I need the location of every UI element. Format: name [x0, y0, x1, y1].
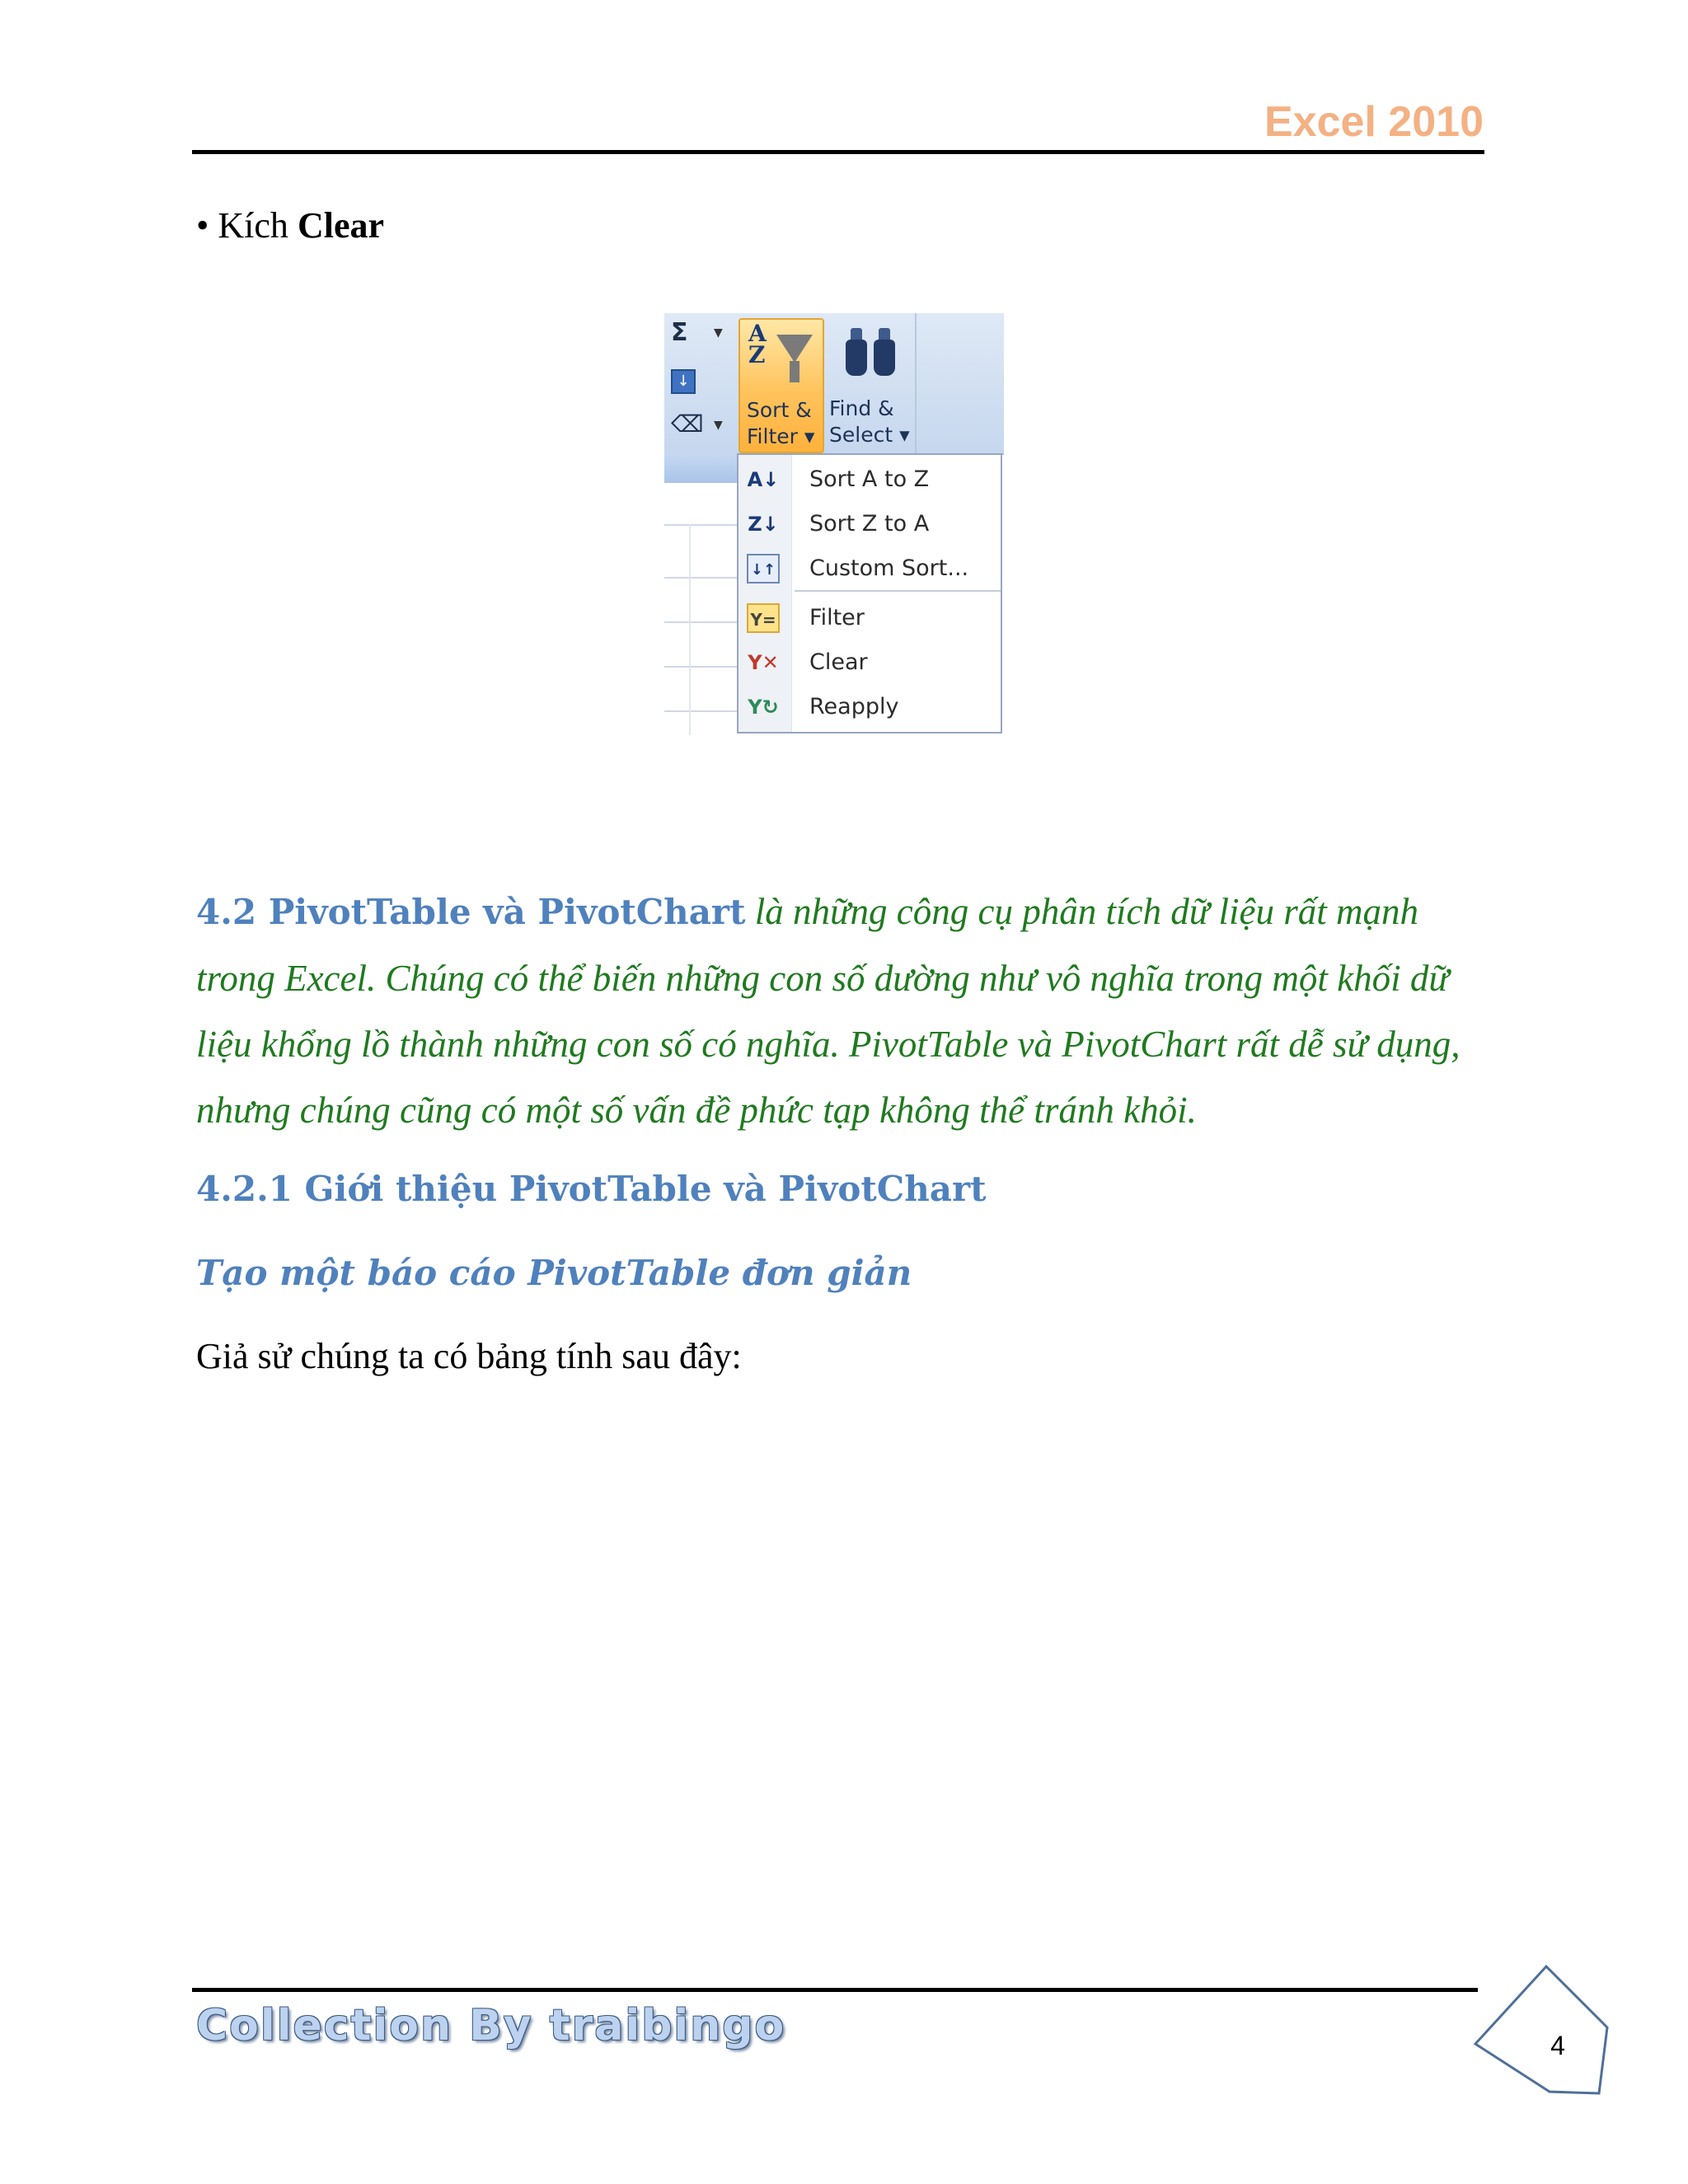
section-heading: 4.2.1 Giới thiệu PivotTable và PivotChart [196, 1169, 987, 1209]
section-lead: 4.2 PivotTable và PivotChart [196, 892, 746, 932]
sort-filter-menu [737, 453, 1002, 733]
sort-az-icon: A Z [748, 320, 767, 368]
find-select-button[interactable] [826, 318, 917, 450]
section-body: là những công cụ phân tích dữ liệu rất mạnh trong Excel. Chúng có thể biến những con số dường như vô nghĩa trong một khối dữ liệu khổng lồ thành những con số có nghĩa. PivotTable và PivotChart rất dễ sử dụng, nhưng chúng cũng có một số vấn đề phức tạp không thể tránh khỏi. [196, 891, 1461, 1131]
menu-item-sort-a-to-z[interactable]: A↓ Sort A to Z [738, 458, 1001, 499]
ribbon [664, 313, 1004, 455]
menu-item-filter[interactable]: Y= Filter [738, 597, 1001, 638]
worksheet-strip [664, 483, 738, 735]
bullet-bold: Clear [297, 205, 384, 246]
header-rule [192, 150, 1484, 154]
sort-filter-button[interactable] [738, 318, 824, 453]
fill-icon[interactable]: ↓ [671, 369, 696, 394]
footer-rule [192, 1988, 1478, 1992]
reapply-filter-icon: Y↻ [748, 696, 779, 719]
sort-ascending-icon: A↓ [747, 468, 780, 491]
binoculars-icon [842, 328, 900, 377]
footer-text: Collection By traibingo [196, 2001, 786, 2050]
bullet-instruction [196, 204, 384, 246]
autosum-button[interactable] [671, 318, 729, 353]
header-title: Excel 2010 [1264, 98, 1484, 146]
intro-text: Giả sử chúng ta có bảng tính sau đây: [196, 1336, 742, 1376]
formula-bar-strip [664, 453, 738, 483]
section-paragraph [196, 879, 1498, 1143]
page-number: 4 [1550, 2031, 1565, 2060]
clear-filter-icon: Y✕ [748, 651, 779, 674]
menu-item-reapply[interactable]: Y↻ Reapply [738, 686, 1001, 727]
sigma-icon: Σ [671, 318, 688, 347]
menu-separator [795, 590, 1001, 592]
chevron-down-icon: ▼ [714, 419, 723, 432]
find-select-label: Find & Select ▾ [829, 396, 910, 447]
funnel-icon [776, 335, 813, 363]
menu-item-custom-sort[interactable]: ↓↑ Custom Sort... [738, 547, 1001, 588]
menu-item-clear[interactable]: Y✕ Clear [738, 641, 1001, 682]
section-subheading: Tạo một báo cáo PivotTable đơn giản [196, 1253, 912, 1293]
sort-filter-label: Sort & Filter ▾ [747, 398, 815, 448]
chevron-down-icon: ▼ [714, 326, 723, 340]
custom-sort-icon: ↓↑ [747, 554, 780, 583]
filter-icon: Y= [747, 603, 780, 633]
sort-descending-icon: Z↓ [748, 513, 779, 536]
sort-filter-screenshot [664, 313, 1004, 735]
eraser-icon[interactable]: ⌫ ▼ [671, 410, 723, 438]
menu-item-sort-z-to-a[interactable]: Z↓ Sort Z to A [738, 503, 1001, 544]
bullet-text: • Kích [196, 205, 298, 246]
